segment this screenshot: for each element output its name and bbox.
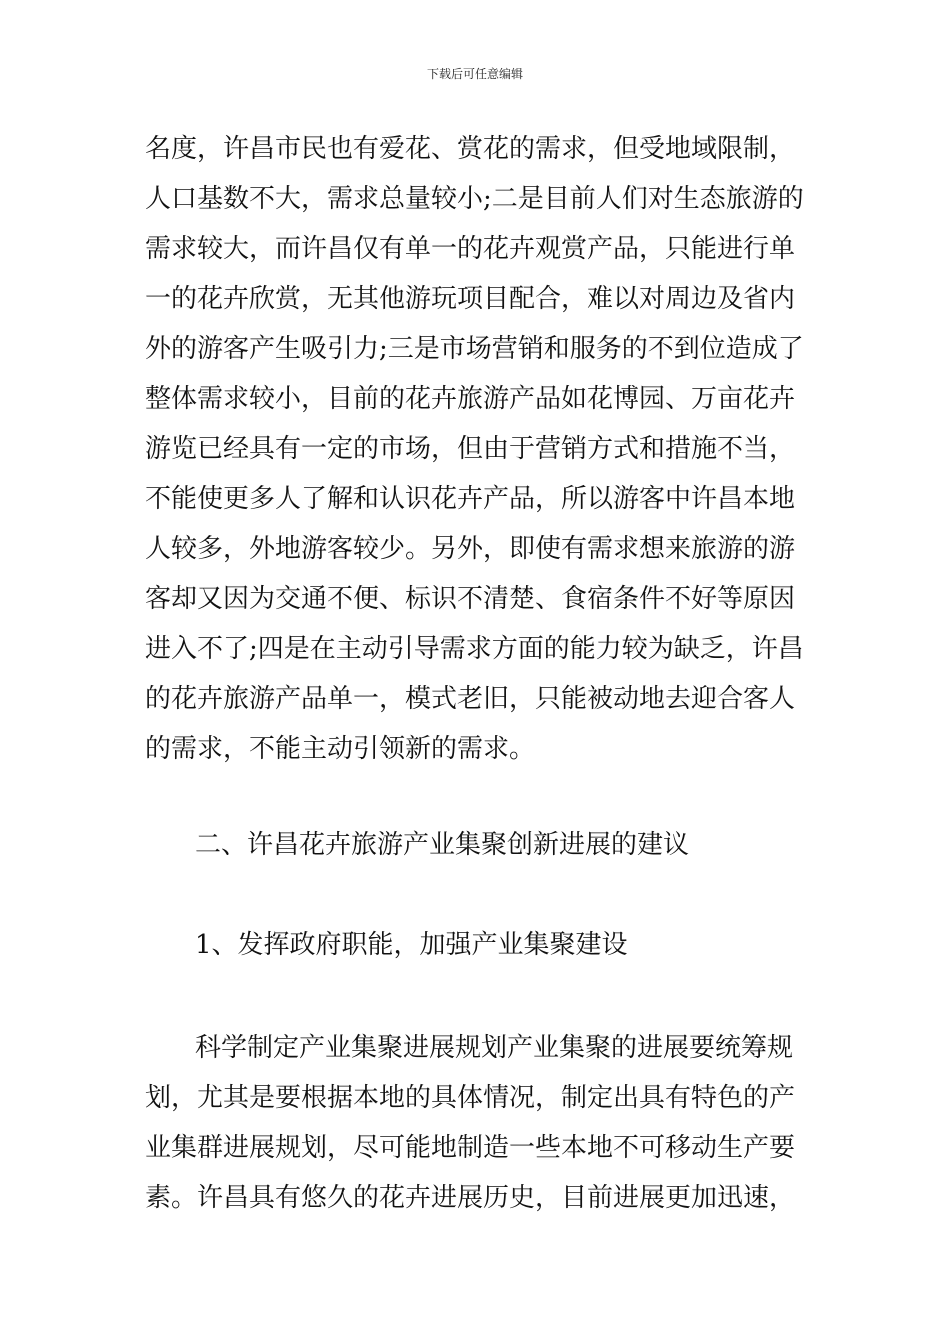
- paragraph-line: 人口基数不大，需求总量较小;二是目前人们对生态旅游的: [145, 184, 804, 214]
- paragraph-line: 的花卉旅游产品单一，模式老旧，只能被动地去迎合客人: [145, 684, 796, 714]
- paragraph-line: 不能使更多人了解和认识花卉产品，所以游客中许昌本地: [145, 484, 796, 514]
- subsection-heading: 1、发挥政府职能，加强产业集聚建设: [195, 930, 628, 960]
- paragraph-line: 的需求，不能主动引领新的需求。: [145, 734, 536, 764]
- paragraph-line: 游览已经具有一定的市场，但由于营销方式和措施不当，: [145, 434, 796, 464]
- paragraph-line: 人较多，外地游客较少。另外，即使有需求想来旅游的游: [145, 534, 796, 564]
- paragraph-line: 需求较大，而许昌仅有单一的花卉观赏产品，只能进行单: [145, 234, 796, 264]
- paragraph-line: 科学制定产业集聚进展规划产业集聚的进展要统筹规: [195, 1033, 794, 1063]
- paragraph-line: 进入不了;四是在主动引导需求方面的能力较为缺乏，许昌: [145, 634, 804, 664]
- paragraph-line: 外的游客产生吸引力;三是市场营销和服务的不到位造成了: [145, 334, 804, 364]
- paragraph-line: 整体需求较小，目前的花卉旅游产品如花博园、万亩花卉: [145, 384, 796, 414]
- paragraph-line: 素。许昌具有悠久的花卉进展历史，目前进展更加迅速，: [145, 1183, 796, 1213]
- section-heading: 二、许昌花卉旅游产业集聚创新进展的建议: [195, 830, 690, 860]
- paragraph-line: 业集群进展规划，尽可能地制造一些本地不可移动生产要: [145, 1133, 796, 1163]
- paragraph-line: 客却又因为交通不便、标识不清楚、食宿条件不好等原因: [145, 584, 796, 614]
- paragraph-line: 名度，许昌市民也有爱花、赏花的需求，但受地域限制，: [145, 134, 796, 164]
- paragraph-line: 一的花卉欣赏，无其他游玩项目配合，难以对周边及省内: [145, 284, 796, 314]
- header-note: 下载后可任意编辑: [426, 67, 523, 81]
- paragraph-line: 划，尤其是要根据本地的具体情况，制定出具有特色的产: [145, 1083, 796, 1113]
